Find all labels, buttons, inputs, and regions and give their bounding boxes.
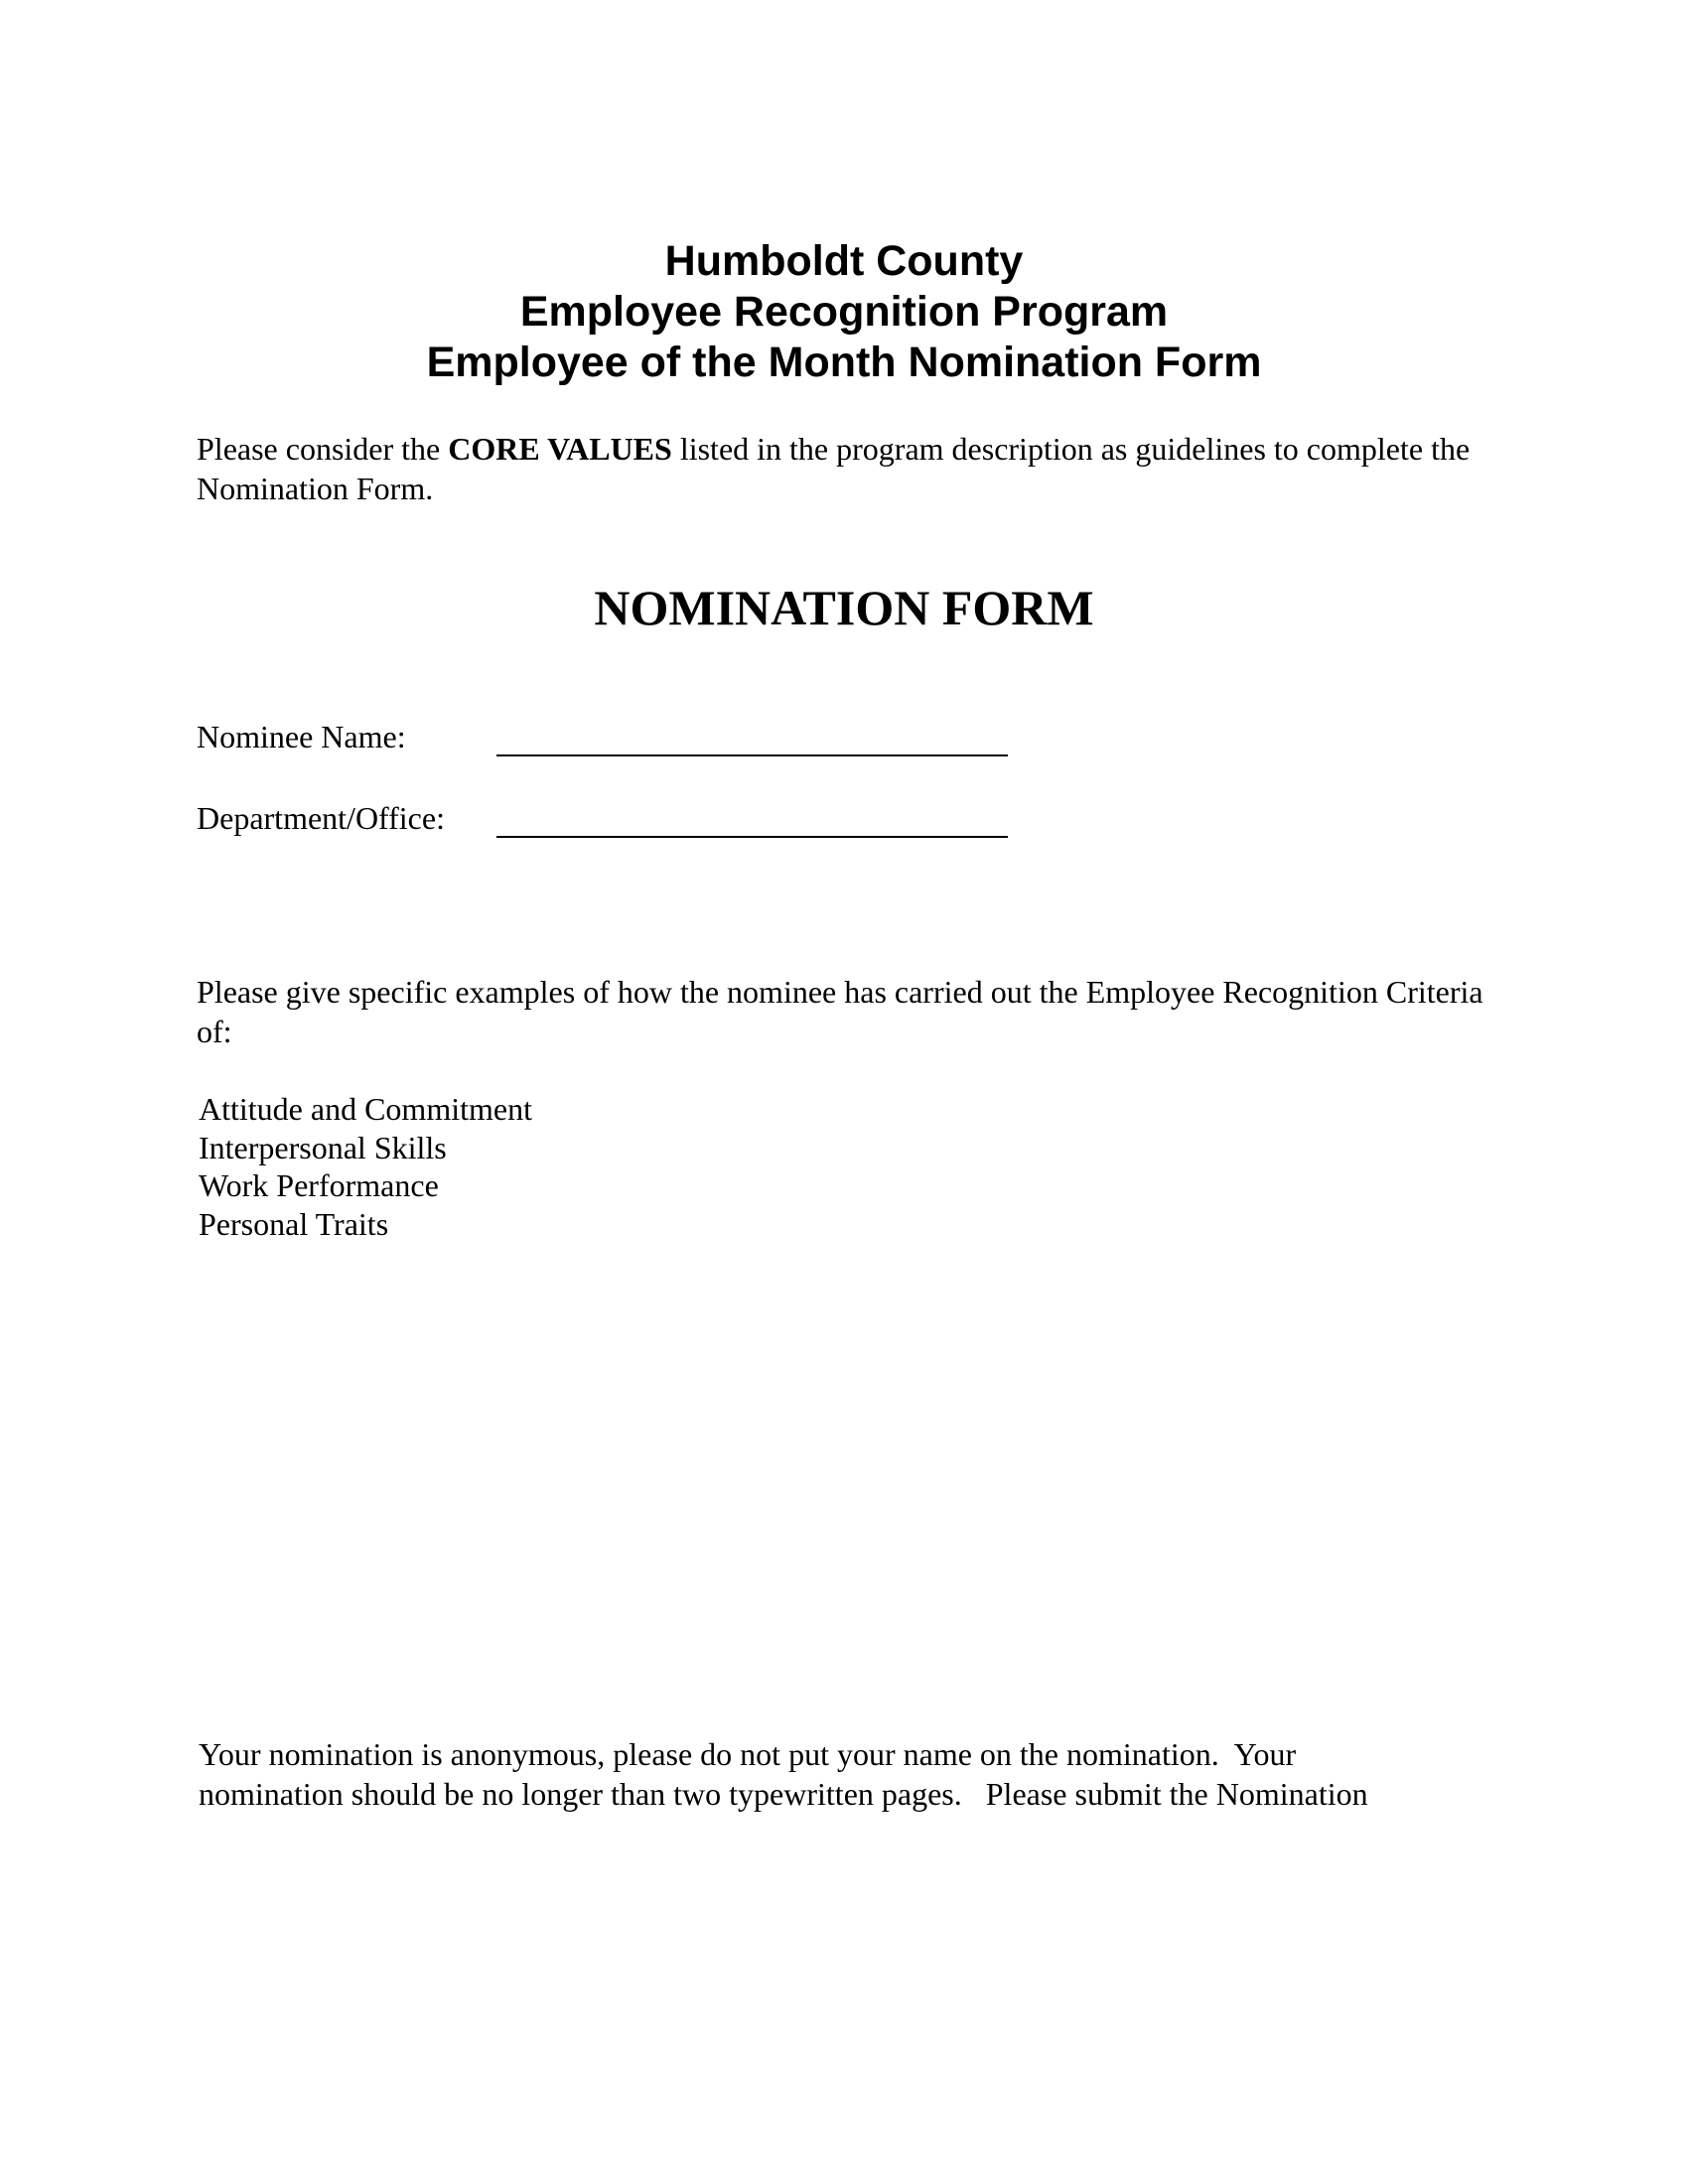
criteria-item: Interpersonal Skills — [199, 1129, 447, 1165]
criteria-list — [199, 1090, 532, 1243]
department-office-label: Department/Office: — [197, 800, 445, 836]
intro-prefix: Please consider the — [197, 431, 449, 467]
department-office-field[interactable] — [496, 836, 1008, 838]
form-subtitle: Employee of the Month Nomination Form — [426, 339, 1262, 386]
criteria-item: Personal Traits — [199, 1205, 389, 1242]
anonymity-note — [199, 1734, 1509, 1814]
examples-instructions: Please give specific examples of how the nominee has carried out the Employee Recognition Criteria of: — [197, 974, 1483, 1049]
program-title: Employee Recognition Program — [519, 288, 1169, 336]
nominee-name-field[interactable] — [496, 754, 1008, 756]
document-header — [0, 236, 1688, 388]
core-values-emphasis: CORE VALUES — [448, 431, 672, 467]
criteria-item: Attitude and Commitment — [199, 1091, 532, 1127]
intro-paragraph — [197, 429, 1507, 508]
anonymity-note-line: nomination should be no longer than two typewritten pages. Please submit the Nomination — [199, 1776, 1368, 1812]
nomination-form-title: NOMINATION FORM — [594, 580, 1094, 635]
anonymity-note-line: Your nomination is anonymous, please do not put your name on the nomination. Your — [199, 1736, 1297, 1772]
county-title: Humboldt County — [664, 237, 1024, 285]
intro-suffix: listed in the program description as guidelines to complete the Nomination Form. — [197, 431, 1471, 506]
criteria-item: Work Performance — [199, 1167, 439, 1203]
nominee-name-label: Nominee Name: — [197, 719, 406, 754]
